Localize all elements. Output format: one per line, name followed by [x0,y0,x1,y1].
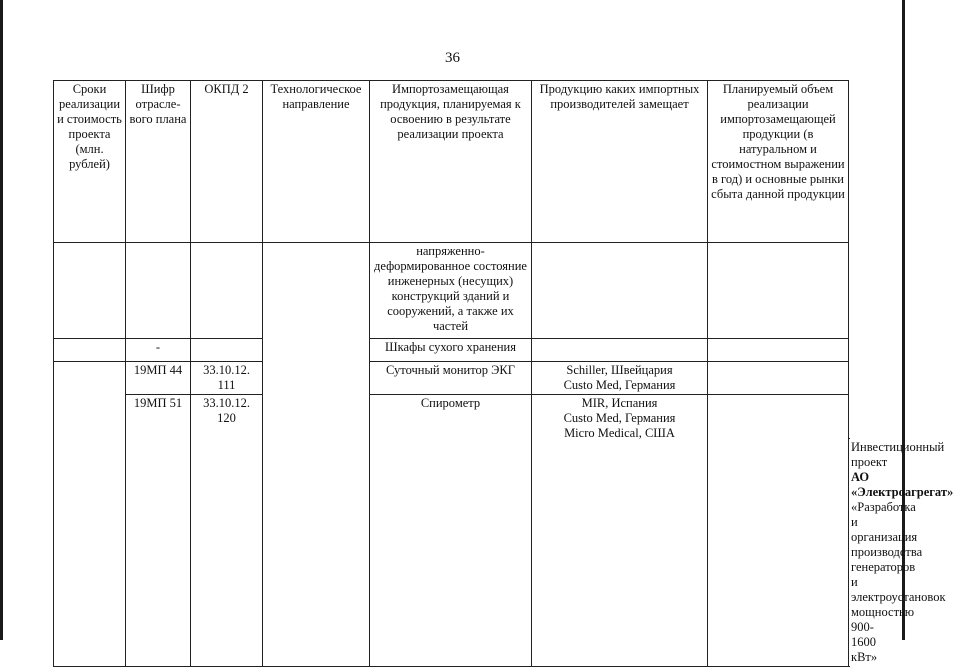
scan-edge-left [0,0,3,640]
cell-volume [708,243,849,339]
cell-okpd [191,243,263,339]
header-cell-volume: Планируемый объем реализации импортозамещающей продукции (в натуральном и стоимостном выражении в год) и основные рынки сбыта данной продукции [708,81,849,243]
table-row [54,362,849,395]
producer-line: Micro Medical, США [564,426,675,440]
cell-okpd: 33.10.12. 120 [191,395,263,667]
header-cell-timeline: Сроки реализации и стоимость проекта (млн. рублей) [54,81,126,243]
header-cell-direction: Технологическое направление [263,81,370,243]
cell-timeline [54,362,126,667]
cell-product: Спирометр [370,395,532,667]
cell-product: Суточный монитор ЭКГ [370,362,532,395]
cell-plan-code [126,243,191,339]
import-substitution-table [53,80,953,667]
header-cell-plan-code: Шифр отрасле-вого плана [126,81,191,243]
header-cell-producers: Продукцию каких импортных производителей замещает [532,81,708,243]
cell-plan-code: 19МП 44 [126,362,191,395]
project-prefix: Инвестиционный проект [851,440,945,469]
cell-timeline [54,243,126,339]
cell-direction [263,243,370,667]
producer-line: Schiller, Швейцария [566,363,673,377]
cell-volume [708,339,849,362]
cell-producers [532,362,708,395]
cell-volume [708,395,849,667]
header-cell-product: Импортозамещающая продукция, планируемая к освоению в результате реализации проекта [370,81,532,243]
page-number: 36 [445,50,460,66]
producer-line: Custo Med, Германия [563,378,676,392]
cell-okpd [191,339,263,362]
cell-okpd: 33.10.12. 111 [191,362,263,395]
cell-producers [532,395,708,667]
project-description: «Разработка и организация производства генераторов и электроустановок мощностью 900-1600 кВт» [851,500,946,664]
cell-plan-code: - [126,339,191,362]
cell-producers [532,339,708,362]
table-row [54,243,849,339]
table-row [54,395,849,439]
cell-volume [708,362,849,395]
header-cell-okpd: ОКПД 2 [191,81,263,243]
scan-edge-right [902,0,905,640]
producer-line: Custo Med, Германия [563,411,676,425]
cell-timeline [54,339,126,362]
producer-line: MIR, Испания [581,396,658,410]
cell-product: напряженно-деформированное состояние инженерных (несущих) конструкций зданий и сооружений, а также их частей [370,243,532,339]
cell-producers [532,243,708,339]
table-header-row [54,81,849,243]
cell-product: Шкафы сухого хранения [370,339,532,362]
cell-plan-code: 19МП 51 [126,395,191,667]
project-company: АО «Электроагрегат» [851,470,953,499]
table-row [54,339,849,362]
